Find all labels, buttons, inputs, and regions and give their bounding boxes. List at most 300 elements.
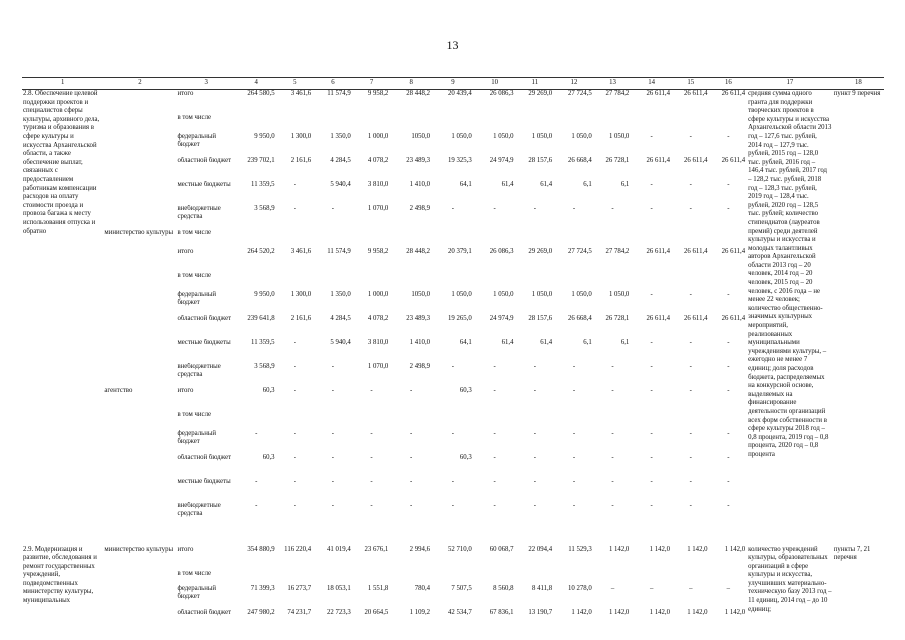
column-number: 14 <box>631 78 672 90</box>
value-cell: 264 580,5 <box>236 90 277 114</box>
value-cell: 11 574,9 <box>313 90 353 114</box>
value-cell: 1 300,0 <box>290 132 312 140</box>
value-cell: - <box>572 204 576 212</box>
value-cell: 1050,0 <box>411 132 431 140</box>
funding-source-label: областной бюджет <box>177 156 232 164</box>
value-cell: 4 078,2 <box>367 314 389 322</box>
value-cell: 42 534,7 <box>447 608 472 616</box>
value-cell: 22 723,3 <box>326 608 351 616</box>
funding-source-label: внебюджетные средства <box>177 501 221 518</box>
value-cell: - <box>533 386 536 394</box>
funding-source-label: областной бюджет <box>177 453 232 461</box>
funding-source-label: местные бюджеты <box>177 477 231 485</box>
value-cell: 22 094,4 <box>528 545 553 553</box>
value-cell: - <box>533 477 536 485</box>
value-cell: - <box>493 362 496 370</box>
value-cell: - <box>493 386 496 394</box>
value-cell: 64,1 <box>459 338 472 346</box>
value-cell: - <box>650 453 653 461</box>
value-cell: 26 611,4 <box>721 314 746 322</box>
value-cell <box>631 272 672 291</box>
value-cell: – <box>610 584 615 592</box>
value-cell <box>474 114 516 133</box>
value-cell: 2 498,9 <box>409 362 431 370</box>
value-cell: 2 161,6 <box>290 314 312 322</box>
value-cell: 1 050,0 <box>608 132 630 140</box>
value-cell: - <box>293 204 296 212</box>
value-cell: - <box>572 453 576 461</box>
value-cell: 11 359,5 <box>251 338 275 346</box>
value-cell: 20 664,5 <box>364 608 389 616</box>
value-cell: 1 000,0 <box>367 290 389 298</box>
value-cell: - <box>293 501 296 509</box>
value-cell <box>313 570 353 585</box>
value-cell: 13 190,7 <box>528 608 553 616</box>
value-cell <box>554 411 594 430</box>
value-cell: - <box>410 453 413 461</box>
value-cell: 26 611,4 <box>646 247 671 255</box>
value-cell: 1 050,0 <box>531 290 553 298</box>
value-cell: 28 157,6 <box>528 156 553 164</box>
value-cell: 11 359,5 <box>251 180 275 188</box>
value-cell: - <box>650 362 653 370</box>
value-cell: - <box>533 362 536 370</box>
executor-name: министерство культуры <box>104 228 174 236</box>
value-cell: 29 269,0 <box>528 247 553 255</box>
value-cell: - <box>572 501 576 509</box>
value-cell: - <box>572 429 576 437</box>
page-number: 13 <box>446 38 459 52</box>
value-cell: - <box>293 477 296 485</box>
value-cell: 26 611,4 <box>684 247 708 255</box>
funding-source-label: федеральный бюджет <box>177 290 217 307</box>
value-cell: 1 142,0 <box>571 608 592 616</box>
budget-table-container <box>22 77 884 633</box>
funding-source-label: внебюджетные средства <box>177 362 221 379</box>
value-cell: - <box>410 429 413 437</box>
value-cell: - <box>650 477 653 485</box>
value-cell: 264 520,2 <box>247 247 275 255</box>
value-cell <box>474 411 516 430</box>
table-row <box>22 90 884 114</box>
value-cell: - <box>331 429 335 437</box>
value-cell: - <box>493 477 496 485</box>
value-cell: - <box>689 501 692 509</box>
spacer-cell <box>22 526 884 546</box>
value-cell: - <box>370 477 373 485</box>
value-cell: - <box>493 429 496 437</box>
value-cell: 61,4 <box>540 180 553 188</box>
value-cell: 26 611,4 <box>672 90 710 114</box>
value-cell <box>710 272 748 291</box>
value-cell: - <box>533 204 536 212</box>
value-cell <box>672 114 710 133</box>
value-cell: 5 940,4 <box>330 338 351 346</box>
value-cell <box>710 411 748 430</box>
value-cell: - <box>370 501 373 509</box>
value-cell <box>554 114 594 133</box>
value-cell: 7 507,5 <box>451 584 472 592</box>
value-cell: 9 950,0 <box>254 290 275 298</box>
value-cell: 11 574,9 <box>327 247 351 255</box>
funding-source-label: федеральный бюджет <box>177 584 217 601</box>
column-number: 1 <box>22 78 103 90</box>
value-cell <box>516 570 555 585</box>
value-cell: 10 278,0 <box>567 584 592 592</box>
value-cell: 67 836,1 <box>489 608 514 616</box>
value-cell <box>432 114 474 133</box>
target-indicators: количество учреждений культуры, образовательных организаций в сфере культуры и искусства, улучшивших материально-техническую базу 2013 год – 11 единиц, 2014 год – до 10 единиц; <box>748 545 832 613</box>
value-cell: 18 053,1 <box>326 584 351 592</box>
reference-note: пункты 7, 21 перечня <box>833 545 871 562</box>
value-cell: 26 728,1 <box>605 156 630 164</box>
funding-source-label: областной бюджет <box>177 608 232 616</box>
funding-source-label: итого <box>177 386 194 394</box>
value-cell: - <box>650 132 653 140</box>
table-body <box>22 78 884 633</box>
value-cell: 28 448,2 <box>406 247 431 255</box>
value-cell <box>432 411 474 430</box>
value-cell: - <box>611 386 614 394</box>
column-number: 15 <box>672 78 710 90</box>
value-cell: 1 142,0 <box>724 545 746 553</box>
column-number-row <box>22 78 884 90</box>
value-cell <box>474 229 516 248</box>
column-number: 2 <box>103 78 176 90</box>
column-number: 4 <box>236 78 277 90</box>
value-cell: 27 724,5 <box>567 247 592 255</box>
value-cell: - <box>650 501 653 509</box>
value-cell <box>554 229 594 248</box>
value-cell <box>432 229 474 248</box>
value-cell: 3 810,0 <box>367 180 389 188</box>
value-cell <box>554 272 594 291</box>
column-number: 10 <box>474 78 516 90</box>
value-cell: 27 784,2 <box>605 247 630 255</box>
value-cell: 20 439,4 <box>432 90 474 114</box>
value-cell: - <box>370 386 373 394</box>
value-cell: - <box>331 204 335 212</box>
value-cell: 19 325,3 <box>447 156 472 164</box>
value-cell: - <box>727 204 730 212</box>
value-cell: 1 410,0 <box>409 338 431 346</box>
value-cell: 6,1 <box>583 338 592 346</box>
value-cell <box>313 229 353 248</box>
value-cell: 354 880,9 <box>247 545 275 553</box>
value-cell <box>313 411 353 430</box>
value-cell: - <box>727 477 730 485</box>
funding-source-label: областной бюджет <box>177 314 232 322</box>
value-cell: 1 050,0 <box>571 290 592 298</box>
value-cell: 16 273,7 <box>287 584 312 592</box>
value-cell <box>474 272 516 291</box>
value-cell <box>277 114 314 133</box>
value-cell: 60 068,7 <box>489 545 514 553</box>
value-cell: 6,1 <box>620 180 630 188</box>
value-cell: - <box>572 386 576 394</box>
value-cell <box>474 570 516 585</box>
value-cell: 41 019,4 <box>326 545 351 553</box>
value-cell: 1050,0 <box>411 290 431 298</box>
value-cell <box>710 229 748 248</box>
value-cell <box>516 272 555 291</box>
value-cell: 27 784,2 <box>594 90 632 114</box>
value-cell: - <box>727 290 730 298</box>
value-cell <box>236 114 277 133</box>
column-number: 18 <box>833 78 884 90</box>
value-cell: 23 676,1 <box>364 545 389 553</box>
value-cell <box>353 114 391 133</box>
value-cell: 9 950,0 <box>254 132 275 140</box>
value-cell: 1 050,0 <box>571 132 592 140</box>
value-cell <box>631 229 672 248</box>
value-cell: 1 142,0 <box>687 545 708 553</box>
value-cell <box>353 570 391 585</box>
value-cell <box>390 114 432 133</box>
value-cell <box>236 411 277 430</box>
value-cell: - <box>572 362 576 370</box>
value-cell: - <box>650 338 653 346</box>
value-cell <box>594 229 632 248</box>
value-cell <box>672 570 710 585</box>
value-cell: - <box>727 180 730 188</box>
value-cell <box>313 272 353 291</box>
value-cell <box>516 411 555 430</box>
value-cell: 9 958,2 <box>353 90 391 114</box>
value-cell: 24 974,9 <box>489 156 514 164</box>
value-cell <box>390 272 432 291</box>
value-cell <box>277 229 314 248</box>
value-cell: - <box>727 386 730 394</box>
value-cell: 26 728,1 <box>605 314 630 322</box>
value-cell: – <box>726 584 731 592</box>
value-cell: 60,3 <box>459 453 472 461</box>
value-cell: 1 142,0 <box>724 608 746 616</box>
value-cell <box>594 570 632 585</box>
value-cell: - <box>451 204 455 212</box>
value-cell: 60,3 <box>459 386 472 394</box>
value-cell: 6,1 <box>583 180 592 188</box>
value-cell <box>277 411 314 430</box>
value-cell: - <box>689 386 692 394</box>
value-cell: - <box>650 290 653 298</box>
column-number: 9 <box>432 78 474 90</box>
reference-note: пункт 9 перечня <box>833 90 884 526</box>
value-cell: 1 109,2 <box>409 608 431 616</box>
value-cell: - <box>451 477 455 485</box>
value-cell: 1 142,0 <box>649 608 671 616</box>
value-cell: 2 161,6 <box>290 156 312 164</box>
value-cell: 6,1 <box>620 338 630 346</box>
column-number: 6 <box>313 78 353 90</box>
value-cell: 26 086,3 <box>474 90 516 114</box>
value-cell: - <box>331 501 335 509</box>
funding-source-label: федеральный бюджет <box>177 132 217 149</box>
value-cell <box>313 114 353 133</box>
value-cell: 11 529,3 <box>568 545 592 553</box>
value-cell: - <box>255 477 258 485</box>
value-cell: 1 050,0 <box>451 132 472 140</box>
executor-name: агентство <box>104 386 133 394</box>
value-cell: - <box>493 204 496 212</box>
activity-name: 2.8. Обеспечение целевой поддержки проектов и специалистов сферы культуры, архивного дела, туризма и образования в сфере культуры и искусства Архангельской области, а также обеспечение выплат, связанных с предоставлением работникам компенсации расходов на оплату стоимости проезда и провоза багажа к месту использования отпуска и обратно <box>22 90 103 526</box>
value-cell: - <box>533 429 536 437</box>
value-cell <box>390 411 432 430</box>
value-cell: 1 350,0 <box>330 290 351 298</box>
value-cell: 60,3 <box>262 453 275 461</box>
value-cell <box>516 229 555 248</box>
value-cell: 3 810,0 <box>367 338 389 346</box>
value-cell: 26 611,4 <box>684 156 708 164</box>
value-cell: 26 611,4 <box>710 90 748 114</box>
value-cell: 239 702,1 <box>247 156 275 164</box>
value-cell: 26 086,3 <box>489 247 514 255</box>
value-cell: 26 611,4 <box>646 314 671 322</box>
value-cell: 1 050,0 <box>493 132 514 140</box>
value-cell: - <box>370 453 373 461</box>
value-cell <box>432 570 474 585</box>
value-cell <box>554 570 594 585</box>
value-cell: - <box>650 429 653 437</box>
value-cell: - <box>611 453 614 461</box>
value-cell <box>390 570 432 585</box>
value-cell: 2 498,9 <box>409 204 431 212</box>
funding-source-label: в том числе <box>177 113 211 121</box>
value-cell: - <box>689 453 692 461</box>
value-cell: - <box>331 453 335 461</box>
value-cell: 1 000,0 <box>367 132 389 140</box>
value-cell: - <box>293 386 296 394</box>
value-cell: - <box>689 180 692 188</box>
value-cell: 3 568,9 <box>254 204 275 212</box>
value-cell: 20 379,1 <box>447 247 472 255</box>
value-cell <box>390 229 432 248</box>
value-cell <box>236 272 277 291</box>
value-cell: 3 568,9 <box>254 362 275 370</box>
value-cell <box>631 411 672 430</box>
value-cell: 1 070,0 <box>367 362 389 370</box>
value-cell: - <box>689 429 692 437</box>
value-cell: - <box>293 338 296 346</box>
value-cell: 64,1 <box>459 180 472 188</box>
funding-source-label: итого <box>176 90 235 114</box>
value-cell: - <box>293 180 296 188</box>
funding-source-label: местные бюджеты <box>177 180 231 188</box>
value-cell: 1 300,0 <box>290 290 312 298</box>
value-cell <box>277 570 314 585</box>
value-cell: 1 350,0 <box>330 132 351 140</box>
value-cell: 1 050,0 <box>531 132 553 140</box>
value-cell <box>672 411 710 430</box>
value-cell: - <box>611 429 614 437</box>
column-number: 11 <box>516 78 555 90</box>
column-number: 5 <box>277 78 314 90</box>
value-cell: - <box>410 477 413 485</box>
value-cell: 61,4 <box>540 338 553 346</box>
value-cell: 4 078,2 <box>367 156 389 164</box>
value-cell: - <box>533 501 536 509</box>
value-cell: 1 142,0 <box>608 608 630 616</box>
funding-source-label: в том числе <box>177 410 211 418</box>
value-cell: - <box>451 501 455 509</box>
value-cell: 4 284,5 <box>330 156 351 164</box>
value-cell <box>353 411 391 430</box>
value-cell: - <box>572 477 576 485</box>
value-cell: - <box>650 204 653 212</box>
value-cell <box>594 272 632 291</box>
value-cell: - <box>727 338 730 346</box>
value-cell: - <box>255 501 258 509</box>
budget-table <box>22 77 884 633</box>
column-number: 16 <box>710 78 748 90</box>
funding-source-label: в том числе <box>177 271 211 279</box>
value-cell: 5 940,4 <box>330 180 351 188</box>
value-cell: 1 142,0 <box>649 545 671 553</box>
value-cell: 19 265,0 <box>447 314 472 322</box>
column-number: 7 <box>353 78 391 90</box>
value-cell: - <box>410 386 413 394</box>
value-cell: 28 157,6 <box>528 314 553 322</box>
value-cell: 8 560,8 <box>493 584 514 592</box>
value-cell: 1 050,0 <box>451 290 472 298</box>
value-cell: 1 050,0 <box>608 290 630 298</box>
value-cell: - <box>493 453 496 461</box>
value-cell: 1 142,0 <box>608 545 630 553</box>
value-cell: 1 050,0 <box>493 290 514 298</box>
value-cell: 61,4 <box>501 180 514 188</box>
value-cell: - <box>727 453 730 461</box>
value-cell: 239 641,8 <box>247 314 275 322</box>
value-cell: - <box>727 429 730 437</box>
value-cell: - <box>611 204 614 212</box>
value-cell: 780,4 <box>414 584 431 592</box>
value-cell <box>516 114 555 133</box>
value-cell: - <box>331 362 335 370</box>
value-cell: - <box>255 429 258 437</box>
value-cell: - <box>451 429 455 437</box>
column-number: 8 <box>390 78 432 90</box>
value-cell: 1 070,0 <box>367 204 389 212</box>
column-number: 13 <box>594 78 632 90</box>
value-cell: 247 980,2 <box>247 608 275 616</box>
value-cell <box>631 570 672 585</box>
value-cell: - <box>611 362 614 370</box>
value-cell: 116 220,4 <box>284 545 312 553</box>
value-cell: - <box>370 429 373 437</box>
value-cell: 26 668,4 <box>567 156 592 164</box>
value-cell: 3 461,6 <box>277 90 314 114</box>
funding-source-label: в том числе <box>177 569 211 577</box>
value-cell: - <box>611 501 614 509</box>
value-cell: - <box>650 386 653 394</box>
value-cell: 1 410,0 <box>409 180 431 188</box>
funding-source-label: внебюджетные средства <box>177 204 221 221</box>
value-cell <box>672 272 710 291</box>
value-cell: 1 551,8 <box>367 584 389 592</box>
value-cell <box>277 272 314 291</box>
value-cell: 26 611,4 <box>721 156 746 164</box>
column-number: 12 <box>554 78 594 90</box>
value-cell: - <box>689 477 692 485</box>
value-cell: - <box>451 362 455 370</box>
value-cell <box>432 272 474 291</box>
value-cell: - <box>727 501 730 509</box>
value-cell <box>594 411 632 430</box>
value-cell: 8 411,8 <box>531 584 553 592</box>
value-cell: - <box>331 386 335 394</box>
table-row <box>22 546 884 570</box>
value-cell: – <box>649 584 654 592</box>
